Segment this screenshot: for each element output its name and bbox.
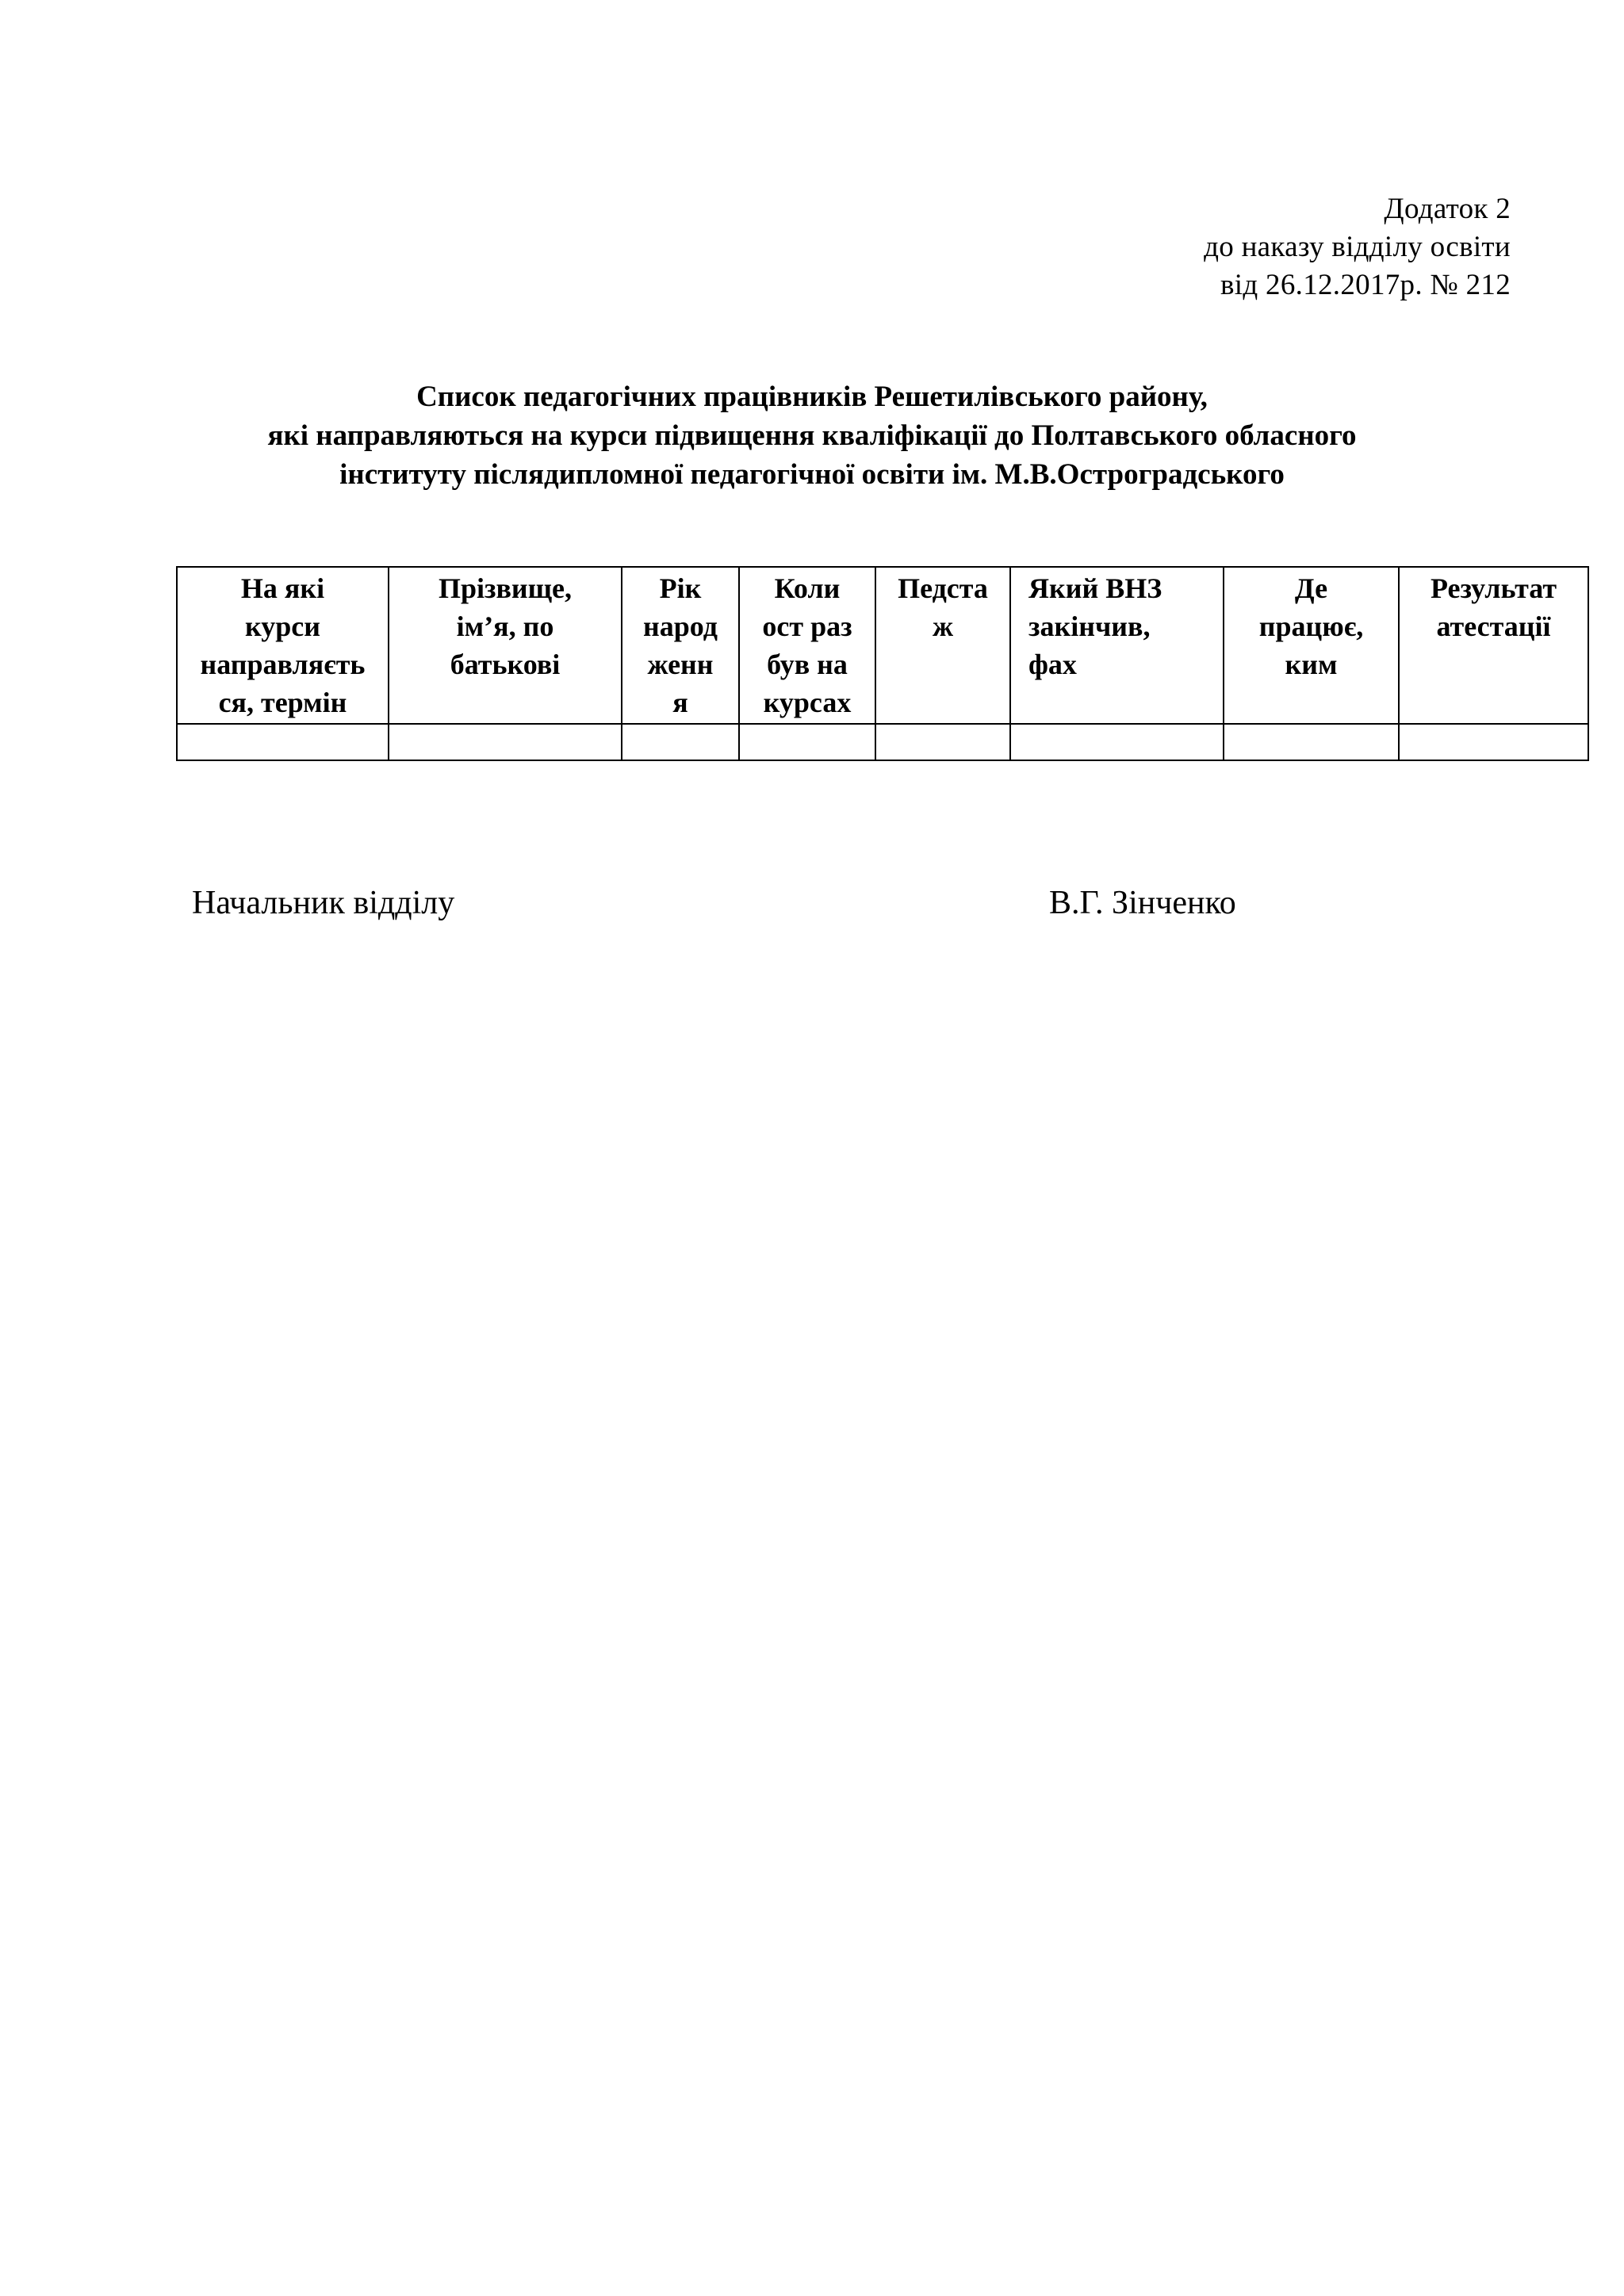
table-cell	[622, 724, 739, 760]
header-text: женн	[647, 649, 714, 680]
header-university	[1010, 567, 1224, 724]
header-text: Результат	[1430, 572, 1557, 604]
header-text: Прізвище,	[438, 572, 573, 604]
header-text: ім’я, по	[456, 610, 554, 642]
header-attestation-result	[1399, 567, 1588, 724]
header-workplace	[1224, 567, 1399, 724]
header-text: курси	[245, 610, 320, 642]
header-text: направляєть	[200, 649, 366, 680]
table-header-row	[177, 567, 1588, 724]
header-text: Де	[1294, 572, 1328, 604]
signature-name: В.Г. Зінченко	[1049, 885, 1236, 921]
title-line-1: Список педагогічних працівників Решетилівського району,	[416, 381, 1208, 413]
appendix-note	[1204, 190, 1511, 304]
appendix-line-3: від 26.12.2017р. № 212	[1220, 269, 1511, 301]
header-text: ж	[932, 610, 954, 642]
table-cell	[739, 724, 875, 760]
table-row	[177, 724, 1588, 760]
table-cell	[177, 724, 389, 760]
header-text: Рік	[659, 572, 702, 604]
header-teaching-experience	[875, 567, 1010, 724]
header-text: я	[672, 687, 688, 718]
table-cell	[1399, 724, 1588, 760]
table-cell	[875, 724, 1010, 760]
header-text: Педста	[898, 572, 988, 604]
header-text: Коли	[774, 572, 841, 604]
header-text: ост раз	[762, 610, 852, 642]
header-text: ким	[1285, 649, 1338, 680]
appendix-line-1: Додаток 2	[1384, 193, 1511, 225]
roster-table	[176, 566, 1589, 761]
appendix-line-2: до наказу відділу освіти	[1204, 231, 1511, 263]
header-text: працює,	[1258, 610, 1364, 642]
header-text: атестації	[1436, 610, 1551, 642]
header-text: народ	[643, 610, 718, 642]
table-cell	[389, 724, 622, 760]
header-birth-year	[622, 567, 739, 724]
table-cell	[1224, 724, 1399, 760]
header-text: курсах	[763, 687, 852, 718]
title-line-3: інституту післядипломної педагогічної освіти ім. М.В.Остроградського	[339, 458, 1285, 491]
signature-role: Начальник відділу	[192, 885, 455, 921]
header-text: був на	[767, 649, 848, 680]
header-text: закінчив,	[1028, 610, 1151, 642]
document-title	[0, 377, 1624, 494]
header-text: Який ВНЗ	[1028, 572, 1162, 604]
header-text: ся, термін	[218, 687, 347, 718]
title-line-2: які направляються на курси підвищення кваліфікації до Полтавського обласного	[267, 419, 1357, 452]
header-course-term	[177, 567, 389, 724]
header-text: фах	[1028, 649, 1077, 680]
header-last-course	[739, 567, 875, 724]
table-cell	[1010, 724, 1224, 760]
header-text: батькові	[450, 649, 561, 680]
header-full-name	[389, 567, 622, 724]
header-text: На які	[240, 572, 325, 604]
